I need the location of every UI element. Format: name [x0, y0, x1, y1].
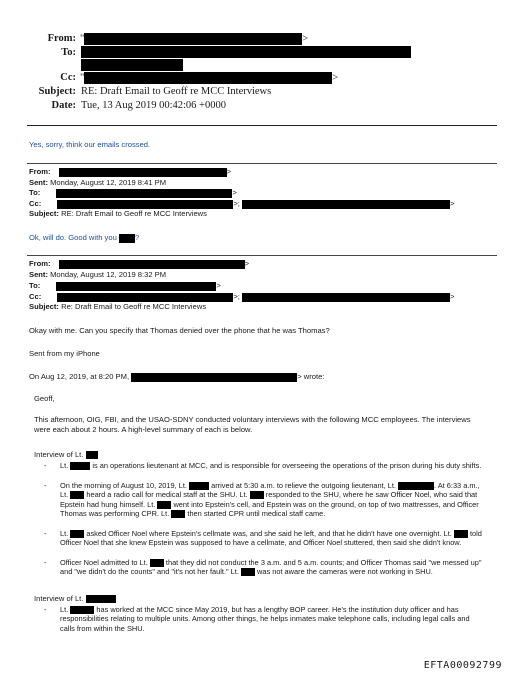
redaction-bar	[454, 530, 468, 538]
msg3-sent-label: Sent:	[29, 270, 48, 279]
msg2-sent-row	[29, 178, 166, 188]
header-cc-suffix: >	[332, 72, 339, 84]
header-cc-label: Cc:	[60, 72, 76, 83]
msg3-cc-row: Cc: >; >	[29, 292, 455, 301]
redaction-bar	[242, 293, 450, 302]
msg2-subject: RE: Draft Email to Geoff re MCC Interviews	[61, 209, 207, 218]
msg3-subject-label: Subject:	[29, 302, 59, 311]
redaction-bar	[81, 59, 183, 71]
redaction-bar	[59, 260, 245, 269]
header-subject-label: Subject:	[38, 86, 76, 97]
msg2-from-suffix: >	[226, 167, 232, 176]
msg2-divider	[27, 163, 497, 164]
msg3-from-label: From:	[29, 259, 51, 268]
redaction-bar	[81, 46, 411, 58]
msg2-to-row: To: >	[29, 188, 237, 197]
redaction-bar	[57, 200, 233, 209]
header-to-label: To:	[61, 47, 76, 58]
header-cc-value	[80, 72, 338, 84]
msg2-sent-label: Sent:	[29, 178, 48, 187]
msg3-divider	[27, 255, 497, 256]
msg2-body-end: ?	[134, 233, 140, 242]
reply1-body: Yes, sorry, think our emails crossed.	[29, 140, 151, 149]
msg2-body: Ok, will do. Good with you ?	[29, 233, 140, 242]
redaction-bar	[250, 491, 264, 499]
redaction-bar	[119, 234, 135, 243]
interview1-heading: Interview of Lt.	[34, 450, 98, 460]
redaction-bar	[241, 568, 255, 576]
msg3-body: Okay with me. Can you specify that Thomas denied over the phone that he was Thomas?	[29, 326, 330, 335]
redaction-bar	[57, 293, 233, 302]
redaction-bar	[131, 373, 297, 382]
redaction-bar	[70, 530, 84, 538]
redaction-bar	[86, 595, 116, 603]
redaction-bar	[189, 482, 209, 490]
redaction-bar	[157, 501, 171, 509]
msg2-subject-row	[29, 209, 207, 219]
redaction-bar	[56, 282, 216, 291]
redaction-bar	[398, 482, 434, 490]
header-subject: RE: Draft Email to Geoff re MCC Interviews	[81, 86, 272, 97]
header-cc-quote: "	[80, 72, 85, 84]
redaction-bar	[84, 72, 332, 84]
msg2-subject-label: Subject:	[29, 209, 59, 218]
msg3-subject-row	[29, 302, 206, 312]
msg3-cc-label: Cc:	[29, 292, 42, 301]
msg2-cc-row: Cc: >; >	[29, 199, 455, 208]
redaction-bar	[70, 491, 84, 499]
redaction-bar	[56, 189, 232, 198]
redaction-bar	[70, 462, 90, 470]
letter-greeting: Geoff,	[34, 394, 55, 403]
msg2-cc-label: Cc:	[29, 199, 42, 208]
header-from-suffix: >	[302, 33, 309, 45]
msg3-wrote-line: On Aug 12, 2019, at 8:20 PM, > wrote:	[29, 372, 325, 381]
msg3-sent-row	[29, 270, 166, 280]
redaction-bar	[150, 559, 164, 567]
redaction-bar	[242, 200, 450, 209]
redaction-bar	[86, 451, 98, 459]
header-date: Tue, 13 Aug 2019 00:42:06 +0000	[81, 100, 226, 111]
interview1-bullet: - Lt. asked Officer Noel where Epstein's cellmate was, and she said he left, and that he didn't have one overnight. Lt. told Officer Noel that she knew Epstein was supposed to have a cellmate, and Officer Noel stuttered, then said she didn't know.	[44, 529, 482, 548]
interview2-bullet: - Lt. has worked at the MCC since May 2019, but has a lengthy BOP career. He's the institution duty officer and has responsibilities relating to multiple units. Among other things, he helps inmates make telephone calls, including legal calls and calls from within the SHU.	[44, 605, 470, 633]
redaction-bar	[70, 606, 94, 614]
interview2-heading: Interview of Lt.	[34, 594, 116, 604]
interview1-bullet: - Officer Noel admitted to Lt. that they did not conduct the 3 a.m. and 5 a.m. counts; and Officer Thomas said "we messed up" and "we didn't do the counts" and "it's not her fault." Lt. was not aware the cameras were not working in SHU.	[44, 558, 482, 577]
msg3-signature: Sent from my iPhone	[29, 349, 100, 358]
header-date-label: Date:	[51, 100, 76, 111]
msg3-sent: Monday, August 12, 2019 8:32 PM	[50, 270, 167, 279]
msg3-to-label: To:	[29, 281, 41, 290]
msg3-subject: Re: Draft Email to Geoff re MCC Interviews	[61, 302, 207, 311]
letter-intro: This afternoon, OIG, FBI, and the USAO-SDNY conducted voluntary interviews with the following MCC employees. The interviews were each about 2 hours. A high-level summary of each is below.	[34, 415, 471, 434]
msg2-sent: Monday, August 12, 2019 8:41 PM	[50, 178, 167, 187]
interview1-bullet: - Lt. is an operations lieutenant at MCC, and is responsible for overseeing the operations of the prison during his duty shifts.	[44, 461, 482, 470]
redaction-bar	[171, 510, 185, 518]
redaction-bar	[59, 168, 227, 177]
msg3-to-row: To: >	[29, 281, 221, 290]
header-from-value	[80, 33, 308, 45]
header-divider	[27, 125, 497, 126]
document-id: EFTA00092799	[423, 660, 502, 671]
header-from-quote: "	[80, 33, 85, 45]
interview1-bullet: - On the morning of August 10, 2019, Lt. arrived at 5:30 a.m. to relieve the outgoing lieutenant, Lt. . At 6:33 a.m., Lt. heard a radio call for medical staff at the SHU. Lt. responded to the SHU, where he saw Officer Noel, who said that Epstein had hung himself. Lt. went into Epstein's cell, and Epstein was on the ground, on top of two mattresses, and Officer Thomas was performing CPR. Lt. then started CPR until medical staff came.	[44, 481, 480, 519]
msg2-from-row	[29, 167, 231, 177]
redaction-bar	[84, 33, 302, 45]
header-from-label: From:	[47, 33, 76, 44]
msg2-to-label: To:	[29, 188, 41, 197]
msg3-from-row: From: >	[29, 259, 250, 268]
msg2-from-label: From:	[29, 167, 51, 176]
